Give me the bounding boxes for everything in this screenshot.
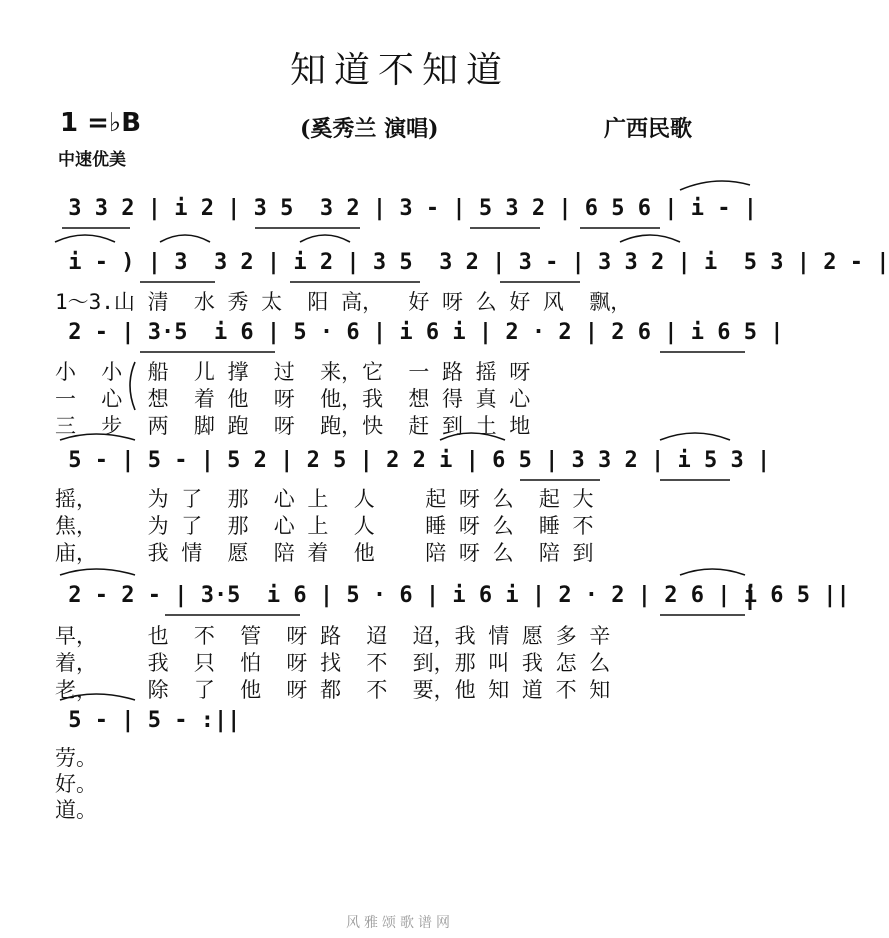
lyric-line-4c: 庙， 我 情 愿 陪 着 他 陪 呀 么 陪 到	[55, 541, 594, 565]
lyric-line-3b: 一 心 想 着 他 呀 他，我 想 得 真 心	[55, 387, 531, 411]
score-line-5: 2 - 2 - | 3·5 i 6 | 5 · 6 | i 6 i | 2 · 2 | 2 6 | i 6 5 ||	[55, 583, 850, 608]
lyric-line-5a: 早， 也 不 管 呀 路 迢 迢，我 情 愿 多 辛	[55, 624, 611, 648]
watermark: 风雅颂歌谱网	[346, 915, 454, 931]
song-title: 知道不知道	[289, 50, 510, 91]
lyric-line-6a: 劳。	[55, 746, 97, 770]
lyric-line-5c: 老， 除 了 他 呀 都 不 要，他 知 道 不 知	[55, 678, 611, 702]
score-line-2: i - ) | 3 3 2 | i 2 | 3 5 3 2 | 3 - | 3 3 2 | i 5 3 | 2 - |	[55, 250, 889, 275]
lyric-line-3c: 三 步 两 脚 跑 呀 跑，快 赶 到 土 地	[55, 414, 531, 438]
lyric-line-3a: 小 小 船 儿 撑 过 来，它 一 路 摇 呀	[55, 360, 531, 384]
score-line-3: 2 - | 3·5 i 6 | 5 · 6 | i 6 i | 2 · 2 | 2 6 | i 6 5 |	[55, 320, 784, 345]
lyric-line-5b: 着， 我 只 怕 呀 找 不 到，那 叫 我 怎 么	[55, 651, 611, 675]
lyric-line-6b: 好。	[55, 772, 97, 796]
tempo-marking: 中速优美	[58, 150, 126, 170]
score-line-4: 5 - | 5 - | 5 2 | 2 5 | 2 2 i | 6 5 | 3 3 2 | i 5 3 |	[55, 448, 771, 473]
key-signature: 1 =♭B	[60, 108, 142, 138]
lyric-line-4a: 摇， 为 了 那 心 上 人 起 呀 么 起 大	[55, 487, 594, 511]
song-origin: 广西民歌	[604, 116, 693, 142]
score-line-6: 5 - | 5 - :||	[55, 708, 241, 733]
lyric-line-4b: 焦， 为 了 那 心 上 人 睡 呀 么 睡 不	[55, 514, 594, 538]
score-line-1: 3 3 2 | i 2 | 3 5 3 2 | 3 - | 5 3 2 | 6 5 6 | i - |	[55, 196, 757, 221]
lyric-line-6c: 道。	[55, 798, 97, 822]
singer-credit: (奚秀兰 演唱)	[300, 116, 439, 142]
lyric-line-2: 1～3.山 清 水 秀 太 阳 高， 好 呀 么 好 风 飘，	[55, 290, 632, 314]
